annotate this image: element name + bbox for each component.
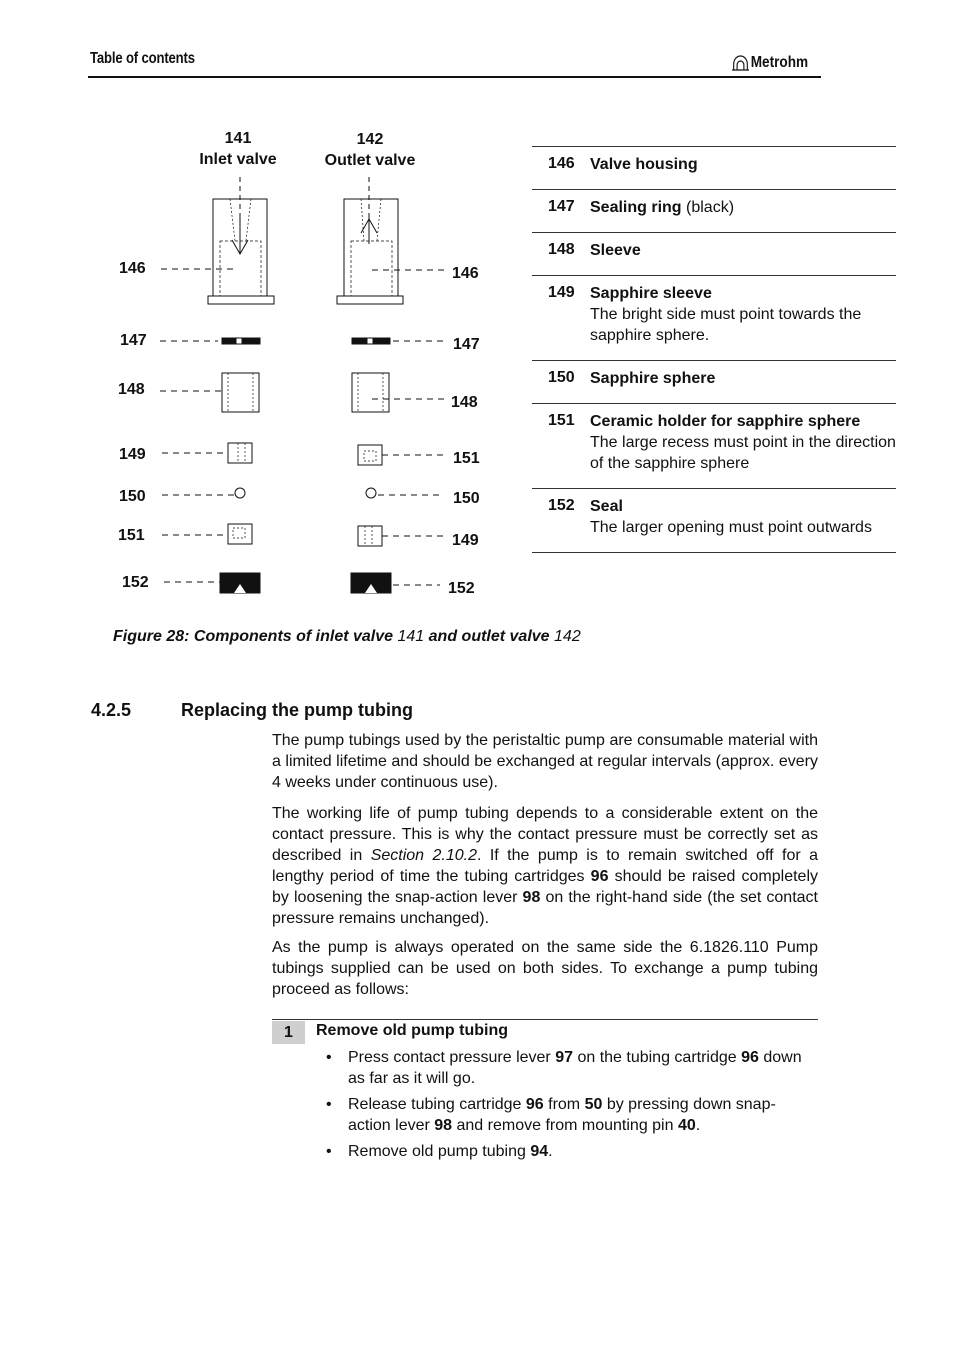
- legend-number: 150: [548, 369, 575, 386]
- inlet-part-label-146: 146: [119, 260, 146, 277]
- legend-title: Sapphire sphere: [590, 370, 716, 387]
- legend-description: The bright side must point towards the sapphire sphere.: [590, 306, 862, 344]
- list-item: • Release tubing cartridge 96 from 50 by pressing down snap-action lever 98 and remove from mounting pin 40.: [324, 1094, 818, 1136]
- section-title: Replacing the pump tubing: [181, 700, 413, 720]
- legend-row-148: [532, 232, 896, 275]
- legend-number: 146: [548, 155, 575, 172]
- legend-number: 152: [548, 497, 575, 514]
- list-item: • Press contact pressure lever 97 on the tubing cartridge 96 down as far as it will go.: [324, 1047, 818, 1089]
- section-number: 4.2.5: [91, 700, 132, 720]
- paragraph-1: The pump tubings used by the peristaltic pump are consumable material with a limited lifetime and should be exchanged at regular intervals (approx. every 4 weeks under continuous use).: [272, 732, 818, 791]
- inlet-part-label-151: 151: [118, 527, 145, 544]
- legend-number: 148: [548, 241, 575, 258]
- inlet-part-label-149: 149: [119, 446, 146, 463]
- legend-row-152: [532, 488, 896, 553]
- outlet-valve-name: Outlet valve: [324, 152, 416, 169]
- inlet-part-label-147: 147: [120, 332, 147, 349]
- header-section-title: Table of contents: [90, 50, 195, 67]
- outlet-part-label-150: 150: [453, 490, 480, 507]
- outlet-part-label-149: 149: [452, 532, 479, 549]
- inlet-part-label-150: 150: [119, 488, 146, 505]
- legend-title: Sealing ring: [590, 199, 682, 216]
- outlet-part-label-147: 147: [453, 336, 480, 353]
- legend-row-151: [532, 403, 896, 488]
- outlet-part-label-151: 151: [453, 450, 480, 467]
- inlet-valve-housing: [161, 177, 274, 304]
- paragraph-2: The working life of pump tubing depends to a considerable extent on the contact pressure. This is why the contact pressure must be correctly set as described in Section 2.10.2. If the pump is to remain switched off for a lengthy period of time the tubing cartridges 96 should be raised completely by loosening the snap-action lever 98 on the right-hand side (the set contact pressure remains unchanged).: [272, 805, 819, 927]
- legend-number: 149: [548, 284, 575, 301]
- legend-title: Valve housing: [590, 156, 698, 173]
- outlet-valve-number: 142: [356, 131, 384, 148]
- legend-title: Seal: [590, 498, 623, 515]
- step-number: 1: [272, 1021, 305, 1044]
- legend-title: Sapphire sleeve: [590, 285, 712, 302]
- inlet-valve-name: Inlet valve: [199, 151, 277, 168]
- paragraph-3: As the pump is always operated on the same side the 6.1826.110 Pump tubings supplied can be used on both sides. To exchange a pump tubing proceed as follows:: [272, 939, 818, 998]
- legend-description: The larger opening must point outwards: [590, 519, 872, 536]
- outlet-valve-housing: [337, 177, 444, 304]
- step-rule: [272, 1019, 818, 1020]
- outlet-part-label-148: 148: [451, 394, 478, 411]
- list-item: • Remove old pump tubing 94.: [324, 1141, 818, 1162]
- step-title: Remove old pump tubing: [316, 1022, 508, 1039]
- legend-row-149: [532, 275, 896, 360]
- parts-legend: [532, 146, 896, 553]
- inlet-valve-number: 141: [224, 130, 252, 147]
- legend-title: Ceramic holder for sapphire sphere: [590, 413, 861, 430]
- legend-row-150: [532, 360, 896, 403]
- legend-number: 151: [548, 412, 575, 429]
- legend-extra: (black): [681, 199, 735, 216]
- inlet-part-label-148: 148: [118, 381, 145, 398]
- legend-description: The large recess must point in the direction of the sapphire sphere: [590, 434, 896, 472]
- figure-caption: Figure 28: Components of inlet valve 141 and outlet valve 142: [113, 628, 581, 645]
- inlet-part-label-152: 152: [122, 574, 149, 591]
- outlet-part-label-152: 152: [448, 580, 475, 597]
- legend-row-146: [532, 146, 896, 189]
- outlet-part-label-146: 146: [452, 265, 479, 282]
- legend-number: 147: [548, 198, 575, 215]
- legend-row-147: [532, 189, 896, 232]
- brand-name: Metrohm: [750, 54, 809, 71]
- step-bullet-list: [324, 1047, 818, 1167]
- legend-title: Sleeve: [590, 242, 641, 259]
